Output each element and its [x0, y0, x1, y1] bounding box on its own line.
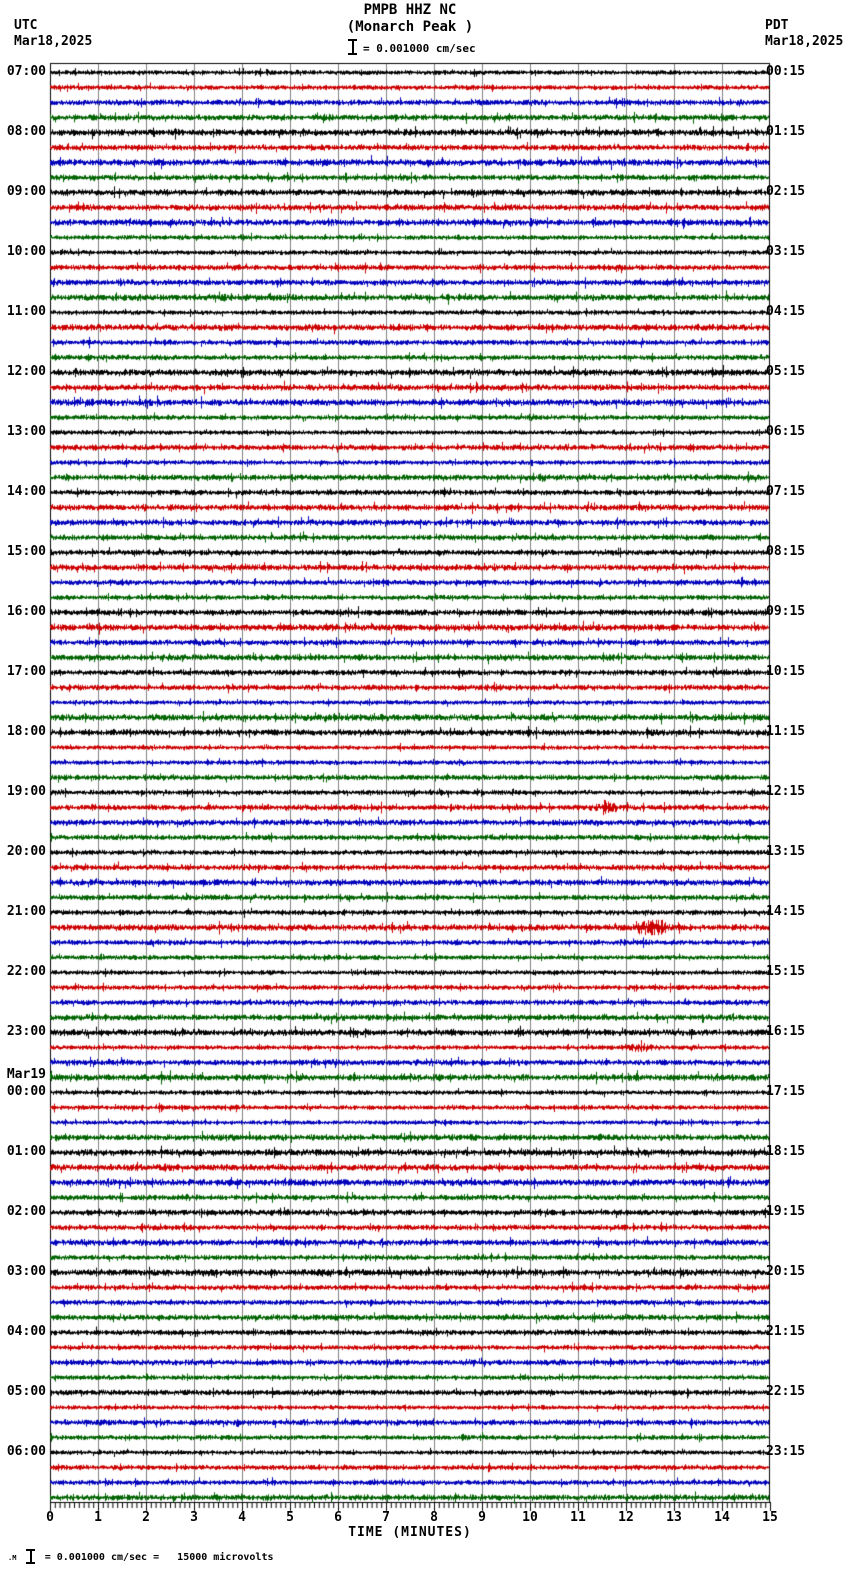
pdt-time-label: 22:15	[766, 1384, 806, 1399]
utc-time-label: 21:00	[6, 904, 46, 919]
footer-mark: .M	[8, 1554, 17, 1562]
pdt-time-label: 14:15	[766, 904, 806, 919]
utc-time-label: 18:00	[6, 724, 46, 739]
x-tick-label: 7	[382, 1510, 390, 1525]
pdt-time-label: 07:15	[766, 484, 806, 499]
x-tick-label: 3	[190, 1510, 198, 1525]
pdt-time-label: 18:15	[766, 1144, 806, 1159]
utc-time-label: 12:00	[6, 364, 46, 379]
footer-ibeam-icon	[26, 1549, 35, 1564]
pdt-time-label: 15:15	[766, 964, 806, 979]
utc-time-label: 04:00	[6, 1324, 46, 1339]
utc-time-label: 14:00	[6, 484, 46, 499]
utc-time-label: 09:00	[6, 184, 46, 199]
x-tick-label: 5	[286, 1510, 294, 1525]
pdt-time-label: 19:15	[766, 1204, 806, 1219]
utc-time-label: 06:00	[6, 1444, 46, 1459]
utc-time-label: 19:00	[6, 784, 46, 799]
utc-time-label: 16:00	[6, 604, 46, 619]
pdt-time-label: 01:15	[766, 124, 806, 139]
utc-time-label: 05:00	[6, 1384, 46, 1399]
x-tick-label: 11	[570, 1510, 586, 1525]
utc-time-label: 22:00	[6, 964, 46, 979]
utc-time-label: 11:00	[6, 304, 46, 319]
pdt-time-label: 08:15	[766, 544, 806, 559]
x-tick-label: 10	[522, 1510, 538, 1525]
pdt-time-label: 12:15	[766, 784, 806, 799]
utc-time-label: Mar19	[6, 1067, 46, 1082]
pdt-time-label: 05:15	[766, 364, 806, 379]
utc-time-label: 03:00	[6, 1264, 46, 1279]
utc-time-label: 17:00	[6, 664, 46, 679]
x-tick-label: 0	[46, 1510, 54, 1525]
footer-scale-line	[8, 1545, 274, 1561]
x-tick-label: 9	[478, 1510, 486, 1525]
pdt-time-label: 00:15	[766, 64, 806, 79]
pdt-time-label: 02:15	[766, 184, 806, 199]
pdt-time-label: 17:15	[766, 1084, 806, 1099]
pdt-time-label: 03:15	[766, 244, 806, 259]
x-tick-label: 2	[142, 1510, 150, 1525]
utc-time-label: 23:00	[6, 1024, 46, 1039]
pdt-time-label: 06:15	[766, 424, 806, 439]
pdt-time-label: 09:15	[766, 604, 806, 619]
pdt-time-label: 13:15	[766, 844, 806, 859]
pdt-time-label: 21:15	[766, 1324, 806, 1339]
footer-scale-text: = 0.001000 cm/sec = 15000 microvolts	[44, 1552, 274, 1563]
utc-time-label: 13:00	[6, 424, 46, 439]
x-tick-label: 13	[666, 1510, 682, 1525]
utc-time-label: 10:00	[6, 244, 46, 259]
pdt-time-label: 20:15	[766, 1264, 806, 1279]
pdt-time-label: 16:15	[766, 1024, 806, 1039]
pdt-time-label: 10:15	[766, 664, 806, 679]
x-tick-label: 6	[334, 1510, 342, 1525]
utc-time-label: 08:00	[6, 124, 46, 139]
x-tick-label: 1	[94, 1510, 102, 1525]
pdt-time-label: 23:15	[766, 1444, 806, 1459]
utc-time-label: 07:00	[6, 64, 46, 79]
x-tick-label: 14	[714, 1510, 730, 1525]
x-tick-label: 15	[762, 1510, 778, 1525]
pdt-time-label: 11:15	[766, 724, 806, 739]
x-tick-label: 12	[618, 1510, 634, 1525]
x-tick-label: 4	[238, 1510, 246, 1525]
pdt-time-label: 04:15	[766, 304, 806, 319]
x-tick-label: 8	[430, 1510, 438, 1525]
x-axis-title: TIME (MINUTES)	[348, 1525, 472, 1540]
utc-time-label: 00:00	[6, 1084, 46, 1099]
utc-time-label: 02:00	[6, 1204, 46, 1219]
utc-time-label: 15:00	[6, 544, 46, 559]
utc-time-label: 20:00	[6, 844, 46, 859]
utc-time-label: 01:00	[6, 1144, 46, 1159]
